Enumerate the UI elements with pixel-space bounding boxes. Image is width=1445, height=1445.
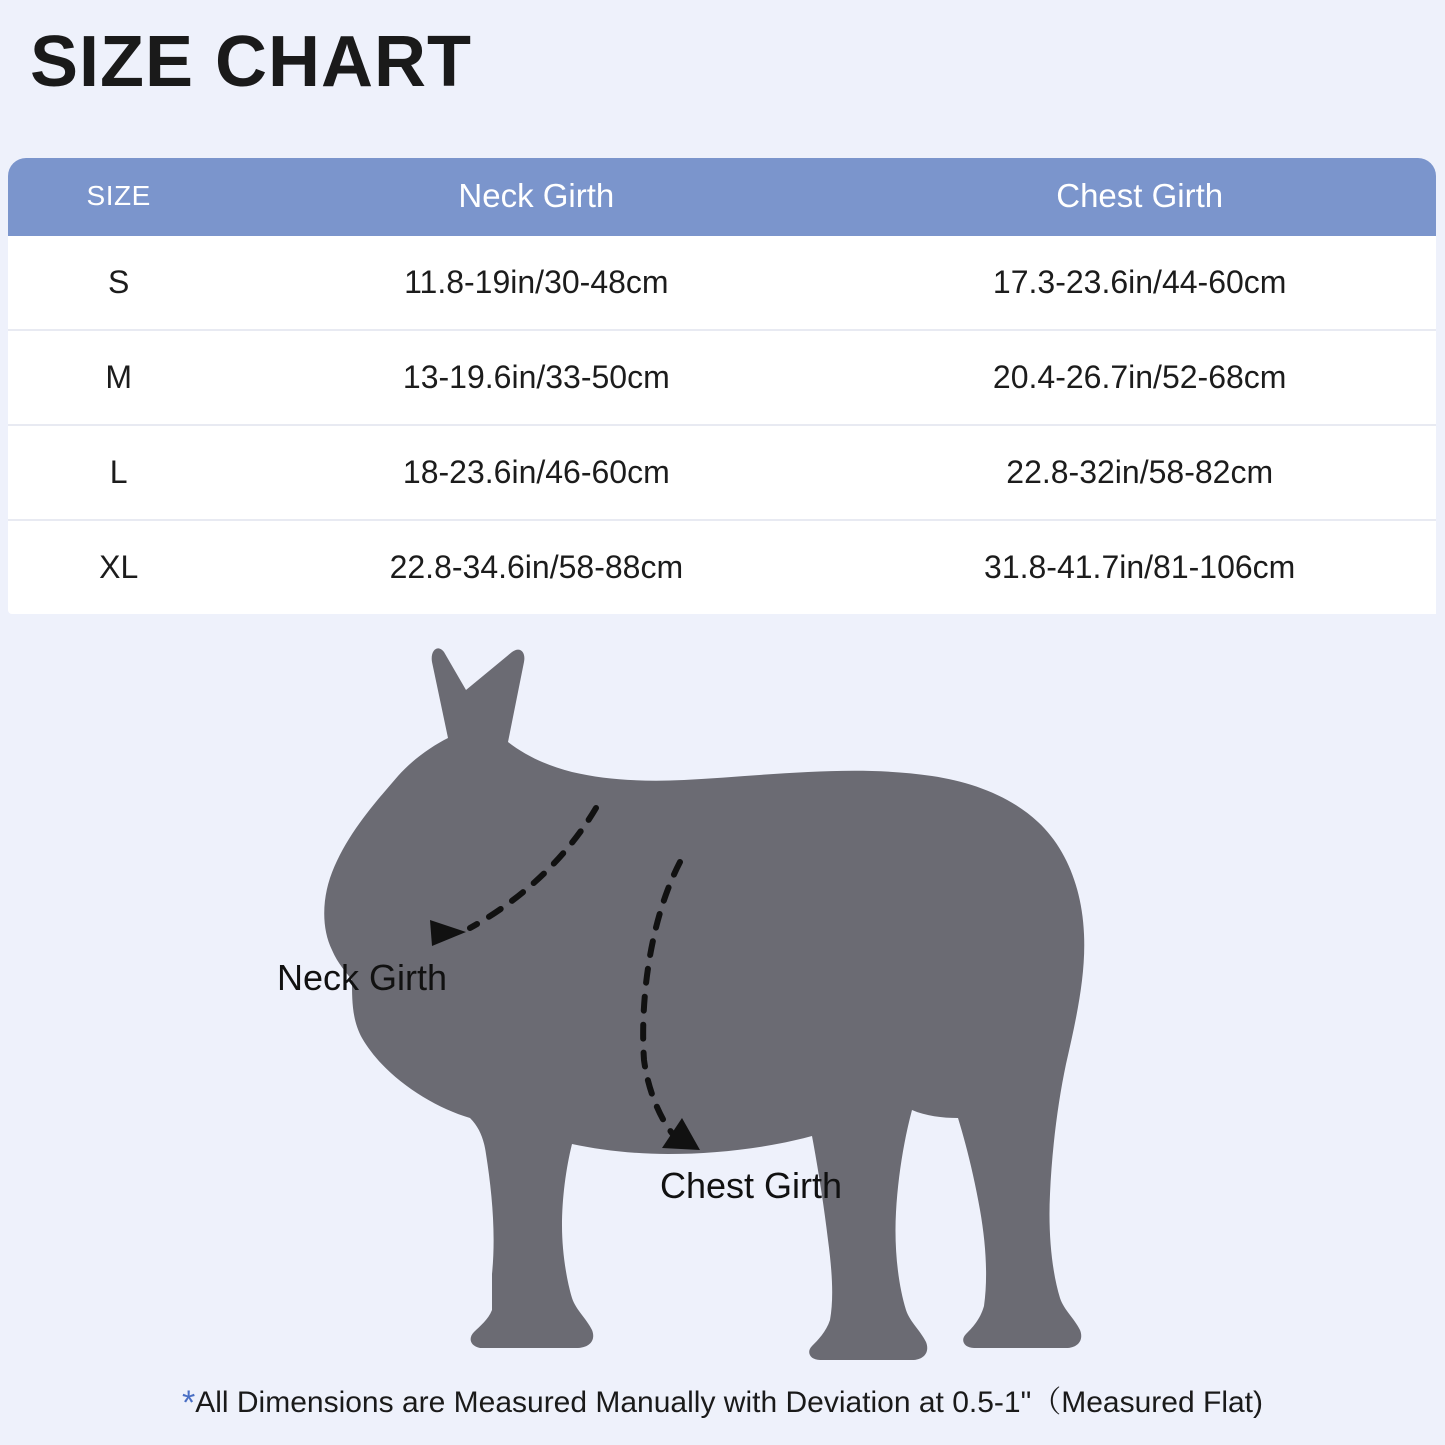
footnote [0, 1377, 1445, 1423]
cell-size: XL [8, 520, 229, 614]
dog-diagram-svg [0, 620, 1445, 1360]
table-row [8, 236, 1436, 330]
column-header-neck-girth: Neck Girth [229, 158, 843, 236]
table-header-row [8, 158, 1436, 236]
table-row [8, 425, 1436, 520]
footnote-star-icon: * [181, 1384, 196, 1422]
table-row [8, 330, 1436, 425]
table-body [8, 236, 1436, 614]
size-table-container [8, 158, 1436, 614]
dog-silhouette-icon [324, 648, 1084, 1360]
table-header [8, 158, 1436, 236]
chest-girth-label: Chest Girth [660, 1165, 843, 1206]
measurement-diagram [0, 620, 1445, 1360]
cell-chest: 22.8-32in/58-82cm [843, 425, 1436, 520]
cell-chest: 20.4-26.7in/52-68cm [843, 330, 1436, 425]
neck-girth-label: Neck Girth [277, 957, 448, 998]
cell-chest: 17.3-23.6in/44-60cm [843, 236, 1436, 330]
page-title: SIZE CHART [30, 22, 472, 102]
cell-size: M [8, 330, 229, 425]
cell-neck: 11.8-19in/30-48cm [229, 236, 843, 330]
table-row [8, 520, 1436, 614]
size-table [8, 158, 1436, 614]
cell-neck: 22.8-34.6in/58-88cm [229, 520, 843, 614]
footnote-text: All Dimensions are Measured Manually with Deviation at 0.5-1"（Measured Flat) [195, 1386, 1263, 1419]
cell-size: L [8, 425, 229, 520]
cell-neck: 13-19.6in/33-50cm [229, 330, 843, 425]
cell-neck: 18-23.6in/46-60cm [229, 425, 843, 520]
cell-size: S [8, 236, 229, 330]
cell-chest: 31.8-41.7in/81-106cm [843, 520, 1436, 614]
column-header-chest-girth: Chest Girth [843, 158, 1436, 236]
column-header-size: SIZE [8, 158, 229, 236]
